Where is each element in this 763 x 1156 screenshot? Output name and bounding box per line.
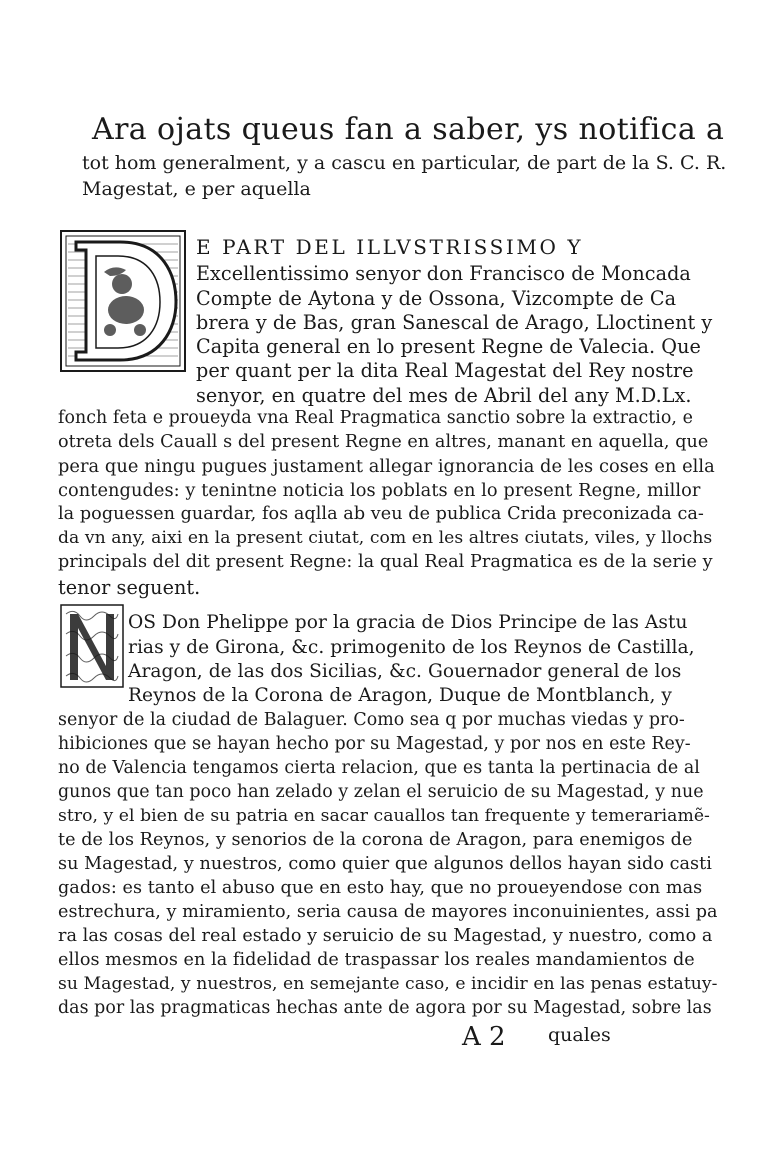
section1-line: la poguessen guardar, fos aqlla ab veu de publica Crida preconizada ca- — [58, 504, 704, 524]
section1-line: da vn any, aixi en la present ciutat, com en les altres ciutats, viles, y llochs — [58, 528, 713, 548]
section1-line: Excellentissimo senyor don Francisco de Moncada — [196, 262, 691, 285]
section1-line: pera que ningu pugues justament allegar ignorancia de les coses en ella — [58, 456, 715, 477]
signature-mark: A 2 — [462, 1022, 506, 1052]
section2-line: te de los Reynos, y senorios de la corona de Aragon, para enemigos de — [58, 830, 693, 850]
section2-line: gados: es tanto el abuso que en esto hay, que no proueyendose con mas — [58, 878, 703, 898]
section2-line: das por las pragmaticas hechas ante de agora por su Magestad, sobre las — [58, 998, 712, 1018]
section2-line: rias y de Girona, &c. primogenito de los Reynos de Castilla, — [128, 637, 695, 658]
section1-line: tenor seguent. — [58, 576, 201, 599]
section1-line: principals del dit present Regne: la qual Real Pragmatica es de la serie y — [58, 552, 713, 572]
decorated-initial-d — [60, 230, 186, 372]
decorated-initial-d-image — [60, 230, 186, 372]
section1-line: E PART DEL ILLVSTRISSIMO Y — [196, 235, 584, 259]
section2-line: hibiciones que se hayan hecho por su Magestad, y por nos en este Rey- — [58, 734, 691, 754]
section1-line: senyor, en quatre del mes de Abril del any M.D.Lx. — [196, 384, 692, 407]
heading-line-2: tot hom generalment, y a cascu en particular, de part de la S. C. R. — [82, 152, 727, 174]
section2-line: OS Don Phelippe por la gracia de Dios Principe de las Astu — [128, 612, 688, 633]
section1-line: brera y de Bas, gran Sanescal de Arago, Lloctinent y — [196, 311, 713, 334]
heading-line-3: Magestat, e per aquella — [82, 178, 311, 200]
section2-line: ra las cosas del real estado y seruicio de su Magestad, y nuestro, como a — [58, 926, 713, 946]
section1-line: Compte de Aytona y de Ossona, Vizcompte de Ca — [196, 287, 677, 310]
section2-line: Aragon, de las dos Sicilias, &c. Gouernador general de los — [128, 661, 682, 682]
decorated-initial-n-image — [60, 604, 124, 688]
section1-line: otreta dels Cauall s del present Regne en altres, manant en aquella, que — [58, 432, 709, 452]
section1-line: per quant per la dita Real Magestat del Rey nostre — [196, 359, 694, 382]
section2-line: ellos mesmos en la fidelidad de traspassar los reales mandamientos de — [58, 950, 695, 970]
section1-line: contengudes: y tenintne noticia los poblats en lo present Regne, millor — [58, 480, 701, 501]
section2-line: stro, y el bien de su patria en sacar cauallos tan frequente y temerariamẽ- — [58, 806, 710, 826]
section1-line: fonch feta e proueyda vna Real Pragmatica sanctio sobre la extractio, e — [58, 408, 693, 428]
heading-line-1: Ara ojats queus fan a saber, ys notifica a — [92, 112, 725, 147]
section2-line: estrechura, y miramiento, seria causa de mayores inconuinientes, assi pa — [58, 902, 718, 922]
section2-line: senyor de la ciudad de Balaguer. Como sea q por muchas viedas y pro- — [58, 710, 685, 730]
catchword: quales — [548, 1024, 611, 1046]
section2-line: Reynos de la Corona de Aragon, Duque de Montblanch, y — [128, 685, 672, 706]
section1-line: Capita general en lo present Regne de Valecia. Que — [196, 335, 701, 358]
section2-line: no de Valencia tengamos cierta relacion, que es tanta la pertinacia de al — [58, 758, 700, 778]
section2-line: gunos que tan poco han zelado y zelan el seruicio de su Magestad, y nue — [58, 782, 704, 802]
section2-line: su Magestad, y nuestros, en semejante caso, e incidir en las penas estatuy- — [58, 974, 718, 994]
decorated-initial-n — [60, 604, 124, 688]
section2-line: su Magestad, y nuestros, como quier que algunos dellos hayan sido casti — [58, 854, 712, 874]
